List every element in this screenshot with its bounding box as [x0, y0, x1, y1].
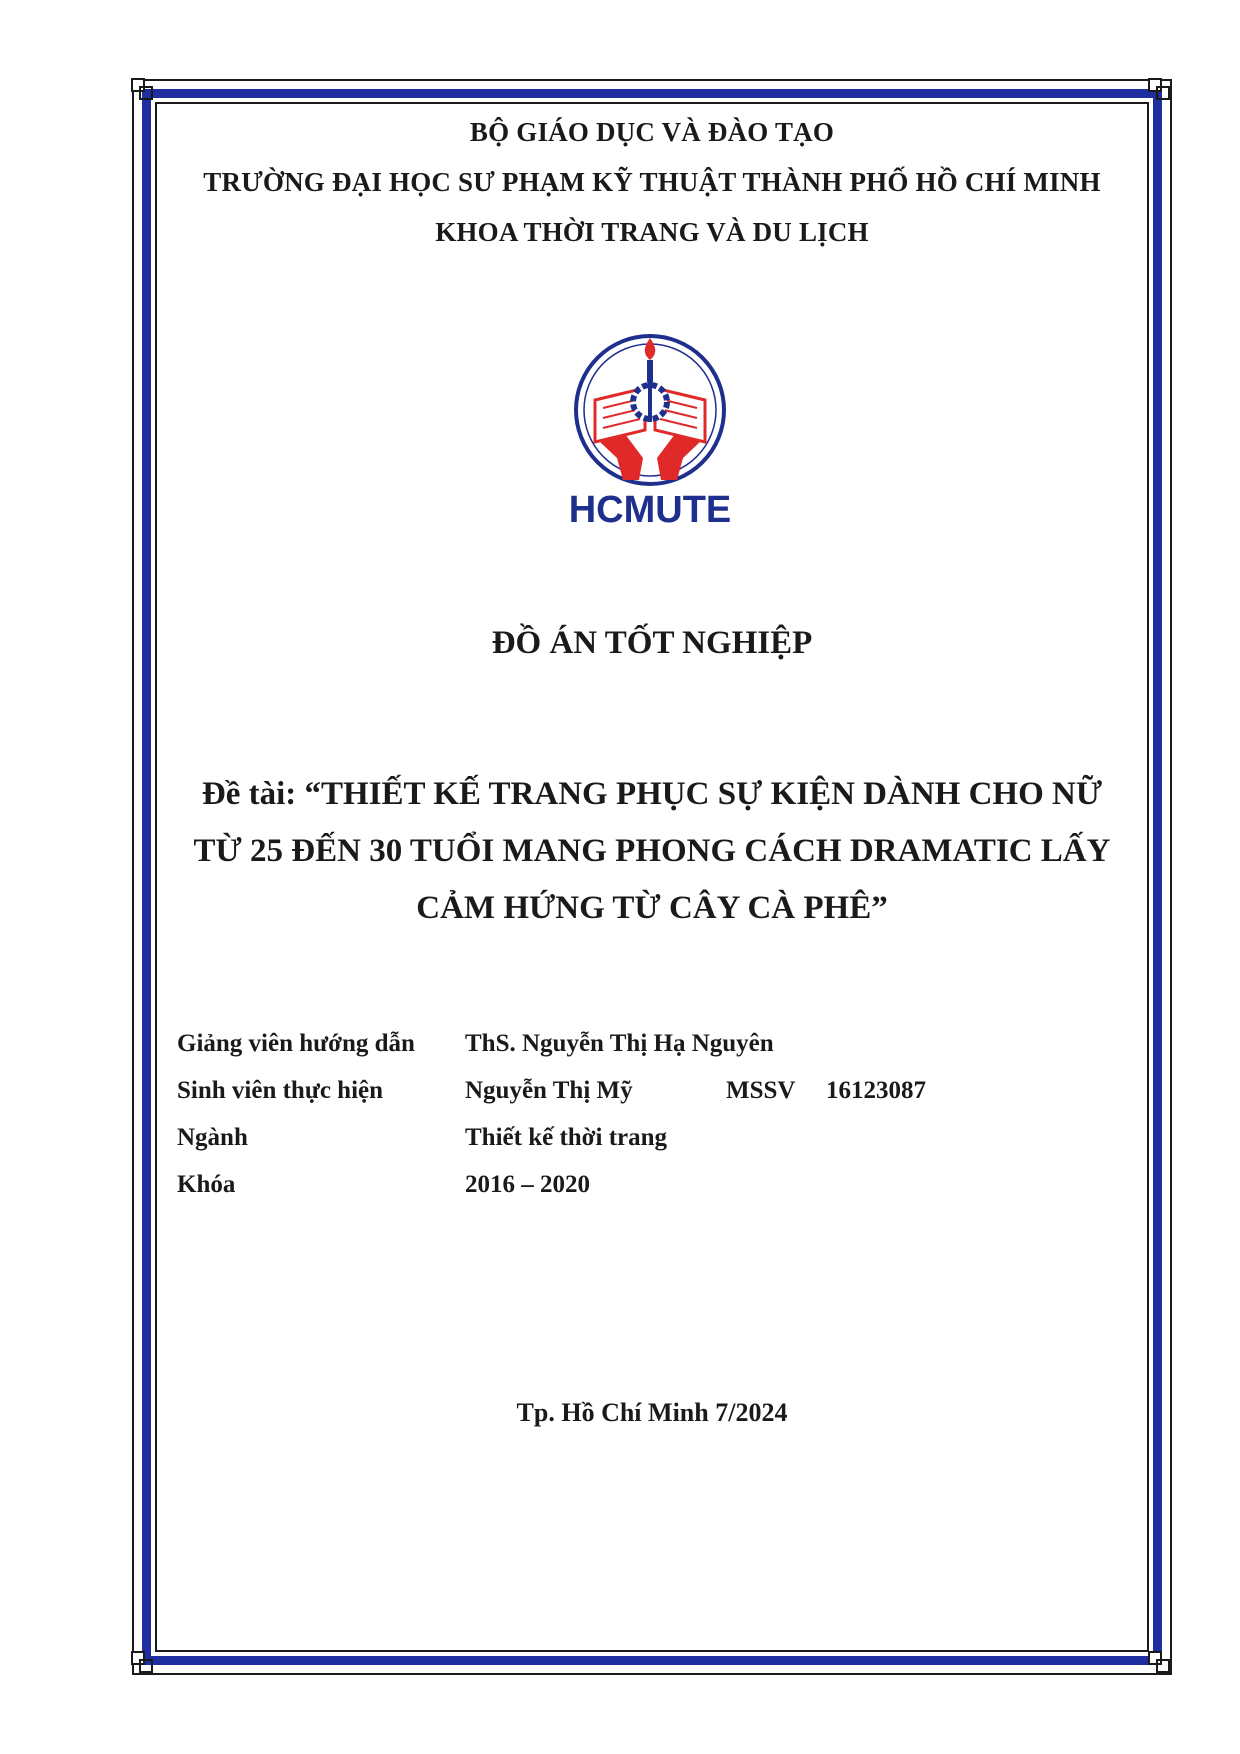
faculty-name: KHOA THỜI TRANG VÀ DU LỊCH: [435, 217, 869, 247]
place-date: Tp. Hồ Chí Minh 7/2024: [516, 1398, 788, 1427]
student-id-label: MSSV: [726, 1077, 796, 1104]
border-corner-top-left: [131, 78, 157, 104]
border-corner-bottom-right: [1148, 1651, 1174, 1677]
student-value: Nguyễn Thị Mỹ: [465, 1077, 633, 1104]
ministry-name: BỘ GIÁO DỤC VÀ ĐÀO TẠO: [469, 117, 835, 147]
university-name: TRƯỜNG ĐẠI HỌC SƯ PHẠM KỸ THUẬT THÀNH PHỐ HỒ CHÍ MINH: [203, 167, 1101, 197]
university-logo: [565, 330, 735, 535]
thesis-topic: Đề tài: “THIẾT KẾ TRANG PHỤC SỰ KIỆN DÀNH CHO NỮ TỪ 25 ĐẾN 30 TUỔI MANG PHONG CÁCH DRAMATIC LẤY CẢM HỨNG TỪ CÂY CÀ PHÊ”: [193, 776, 1111, 926]
major-label: Ngành: [177, 1124, 248, 1151]
major-value: Thiết kế thời trang: [465, 1124, 668, 1151]
border-corner-top-right: [1148, 78, 1174, 104]
course-value: 2016 – 2020: [465, 1171, 590, 1198]
border-corner-bottom-left: [131, 1651, 157, 1677]
advisor-label: Giảng viên hướng dẫn: [177, 1030, 415, 1057]
logo-wordmark: HCMUTE: [568, 489, 732, 531]
student-id-value: 16123087: [826, 1077, 926, 1104]
document-type: ĐỒ ÁN TỐT NGHIỆP: [491, 625, 813, 661]
student-label: Sinh viên thực hiện: [177, 1077, 384, 1104]
course-label: Khóa: [177, 1171, 236, 1198]
advisor-value: ThS. Nguyễn Thị Hạ Nguyên: [465, 1030, 774, 1057]
